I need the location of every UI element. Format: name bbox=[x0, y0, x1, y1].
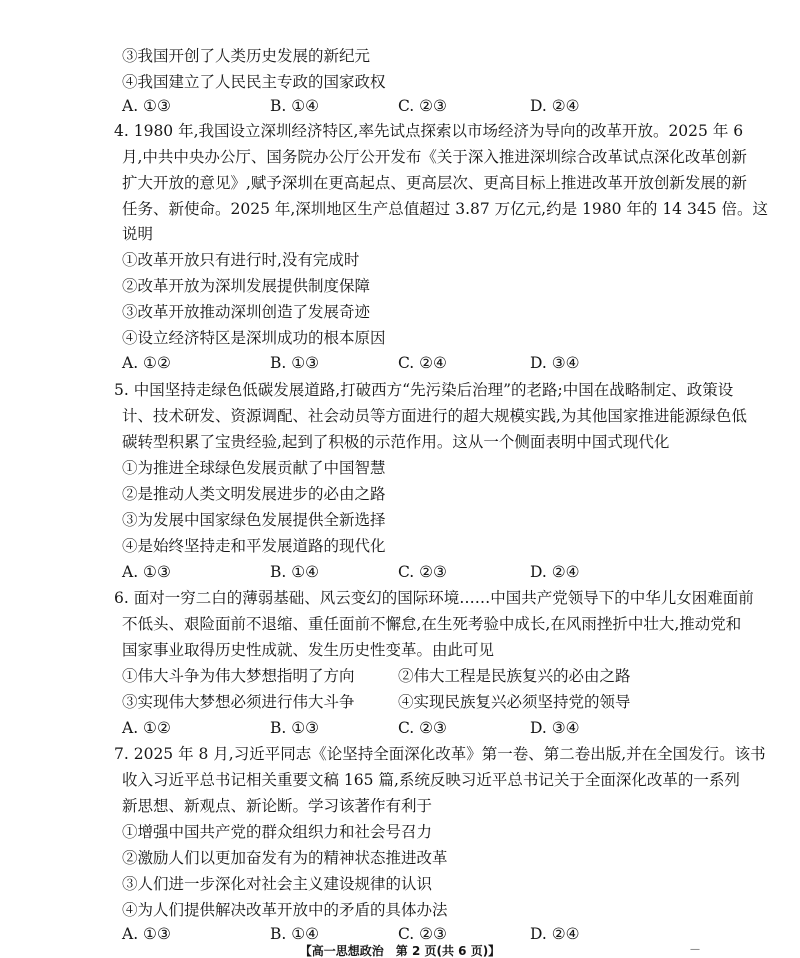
q5-option-d: D. ②④ bbox=[530, 563, 580, 581]
q6-option-d: D. ③④ bbox=[530, 719, 580, 737]
q4-stem-line: 扩大开放的意见》,赋予深圳在更高起点、更高层次、更高目标上推进改革开放创新发展的新 bbox=[122, 174, 747, 192]
q4-option-a: A. ①② bbox=[122, 354, 171, 372]
q4-stem-line: 月,中共中央办公厅、国务院办公厅公开发布《关于深入推进深圳综合改革试点深化改革创新 bbox=[122, 148, 747, 166]
q6-option-a: A. ①② bbox=[122, 719, 171, 737]
q7-item-1: ①增强中国共产党的群众组织力和社会号召力 bbox=[122, 823, 433, 841]
q5-option-a: A. ①③ bbox=[122, 563, 171, 581]
q6-item-4: ④实现民族复兴必须坚持党的领导 bbox=[398, 693, 631, 711]
corner-mark: — bbox=[690, 944, 700, 955]
q6-stem-line: 6. 面对一穷二白的薄弱基础、风云变幻的国际环境……中国共产党领导下的中华儿女困难面前 bbox=[114, 589, 754, 607]
q7-stem-line: 新思想、新观点、新论断。学习该著作有利于 bbox=[122, 797, 433, 815]
q5-item-4: ④是始终坚持走和平发展道路的现代化 bbox=[122, 537, 386, 555]
q5-stem-line: 碳转型积累了宝贵经验,起到了积极的示范作用。这从一个侧面表明中国式现代化 bbox=[122, 433, 670, 451]
q7-item-3: ③人们进一步深化对社会主义建设规律的认识 bbox=[122, 875, 433, 893]
q4-item-4: ④设立经济特区是深圳成功的根本原因 bbox=[122, 329, 386, 347]
q7-option-b: B. ①④ bbox=[270, 925, 320, 943]
q3-option-a: A. ①③ bbox=[122, 97, 171, 115]
q7-option-a: A. ①③ bbox=[122, 925, 171, 943]
q5-item-3: ③为发展中国家绿色发展提供全新选择 bbox=[122, 511, 386, 529]
q6-options bbox=[122, 716, 682, 740]
q7-item-2: ②激励人们以更加奋发有为的精神状态推进改革 bbox=[122, 849, 448, 867]
q3-option-d: D. ②④ bbox=[530, 97, 580, 115]
q3-options bbox=[122, 94, 682, 118]
q4-stem-line: 4. 1980 年,我国设立深圳经济特区,率先试点探索以市场经济为导向的改革开放。2025 年 6 bbox=[114, 122, 744, 140]
q4-options bbox=[122, 351, 682, 375]
q7-stem-line: 收入习近平总书记相关重要文稿 165 篇,系统反映习近平总书记关于全面深化改革的一系列 bbox=[122, 771, 740, 789]
q5-stem-line: 5. 中国坚持走绿色低碳发展道路,打破西方“先污染后治理”的老路;中国在战略制定、政策设 bbox=[114, 381, 734, 399]
q7-option-d: D. ②④ bbox=[530, 925, 580, 943]
q6-stem-line: 不低头、艰险面前不退缩、重任面前不懈怠,在生死考验中成长,在风雨挫折中壮大,推动党和 bbox=[122, 615, 742, 633]
q4-option-d: D. ③④ bbox=[530, 354, 580, 372]
q6-item-1: ①伟大斗争为伟大梦想指明了方向 bbox=[122, 667, 355, 685]
q6-item-3: ③实现伟大梦想必须进行伟大斗争 bbox=[122, 693, 355, 711]
q5-options bbox=[122, 560, 682, 584]
q4-option-c: C. ②④ bbox=[398, 354, 447, 372]
q5-item-2: ②是推动人类文明发展进步的必由之路 bbox=[122, 485, 386, 503]
q3-item-4: ④我国建立了人民民主专政的国家政权 bbox=[122, 73, 386, 91]
q7-item-4: ④为人们提供解决改革开放中的矛盾的具体办法 bbox=[122, 901, 448, 919]
q5-option-b: B. ①④ bbox=[270, 563, 320, 581]
q7-option-c: C. ②③ bbox=[398, 925, 447, 943]
q4-stem-line: 说明 bbox=[122, 225, 154, 243]
q4-stem-line: 任务、新使命。2025 年,深圳地区生产总值超过 3.87 万亿元,约是 1980 年的 14 345 倍。这 bbox=[122, 200, 768, 218]
q6-item-2: ②伟大工程是民族复兴的必由之路 bbox=[398, 667, 631, 685]
page-footer: 【高一思想政治 第 2 页(共 6 页)】 bbox=[299, 944, 501, 958]
q7-options bbox=[122, 922, 682, 946]
q4-option-b: B. ①③ bbox=[270, 354, 320, 372]
q4-item-3: ③改革开放推动深圳创造了发展奇迹 bbox=[122, 303, 371, 321]
q6-stem-line: 国家事业取得历史性成就、发生历史性变革。由此可见 bbox=[122, 641, 495, 659]
q4-item-2: ②改革开放为深圳发展提供制度保障 bbox=[122, 277, 371, 295]
q5-option-c: C. ②③ bbox=[398, 563, 447, 581]
q3-option-b: B. ①④ bbox=[270, 97, 320, 115]
q3-option-c: C. ②③ bbox=[398, 97, 447, 115]
q6-option-c: C. ②③ bbox=[398, 719, 447, 737]
q6-option-b: B. ①③ bbox=[270, 719, 320, 737]
q5-item-1: ①为推进全球绿色发展贡献了中国智慧 bbox=[122, 459, 386, 477]
q5-stem-line: 计、技术研发、资源调配、社会动员等方面进行的超大规模实践,为其他国家推进能源绿色低 bbox=[122, 407, 747, 425]
q3-item-3: ③我国开创了人类历史发展的新纪元 bbox=[122, 47, 371, 65]
q7-stem-line: 7. 2025 年 8 月,习近平同志《论坚持全面深化改革》第一卷、第二卷出版,并在全国发行。该书 bbox=[114, 745, 766, 763]
q4-item-1: ①改革开放只有进行时,没有完成时 bbox=[122, 251, 360, 269]
